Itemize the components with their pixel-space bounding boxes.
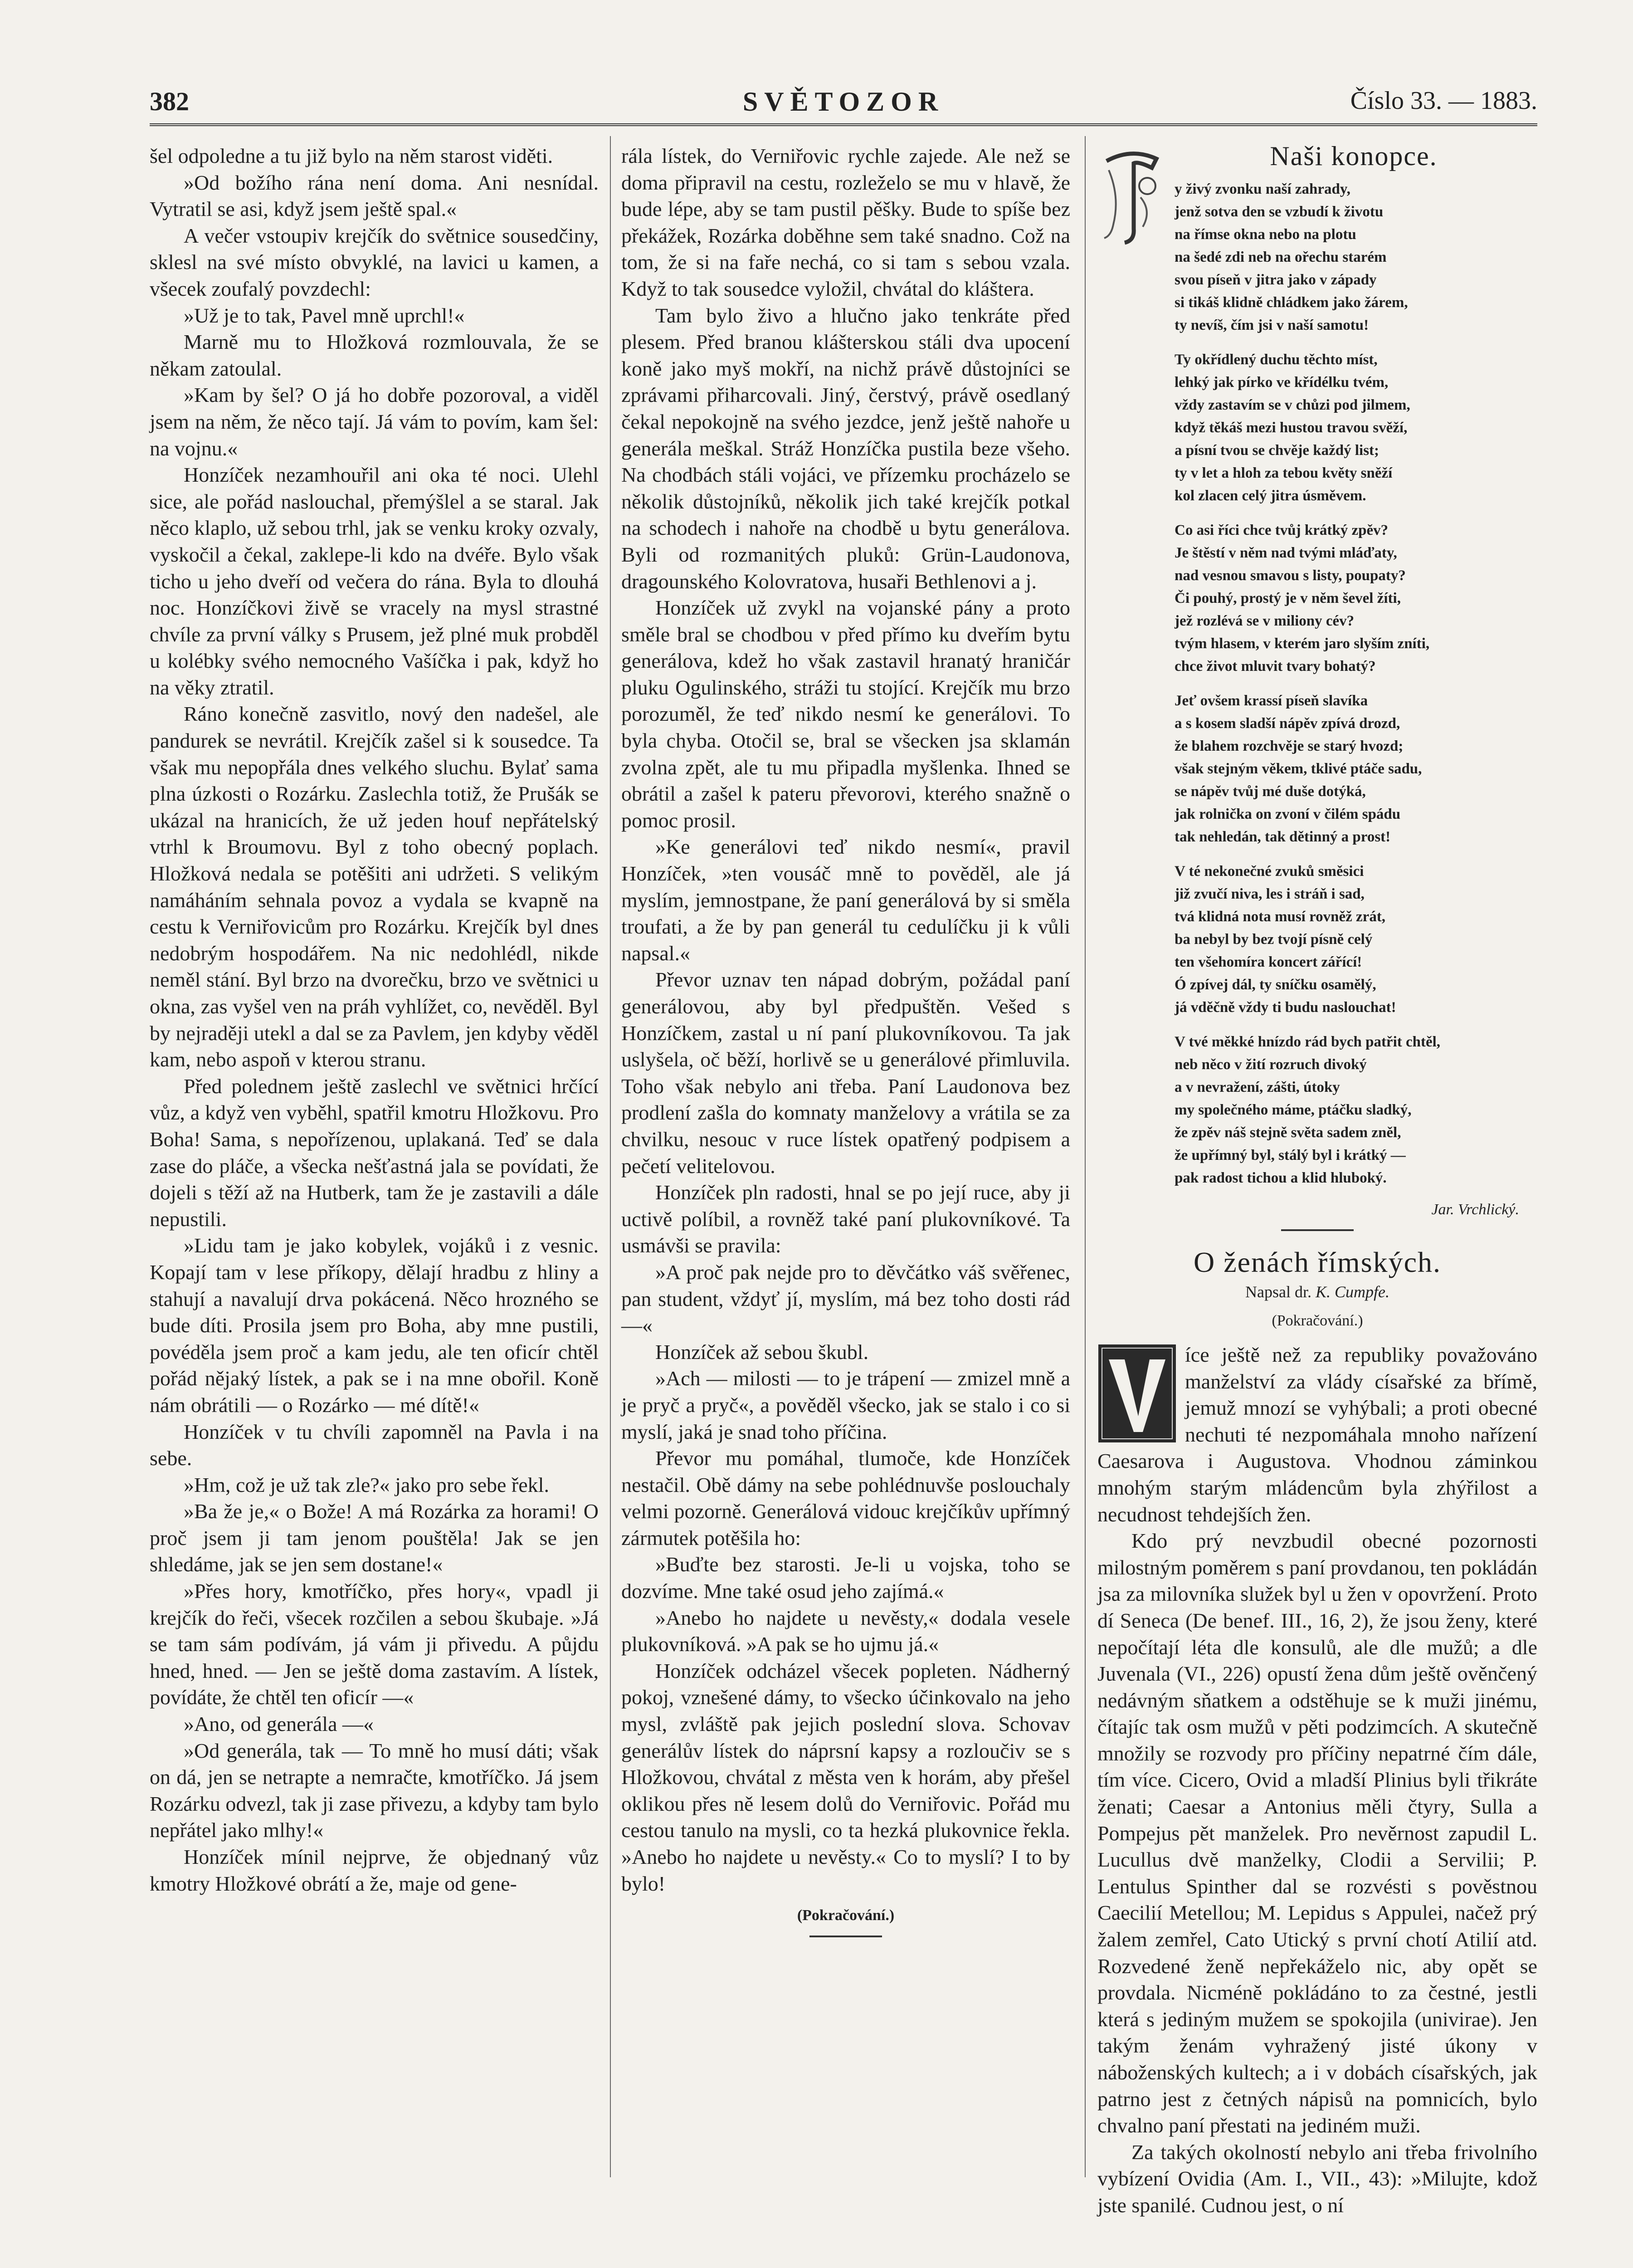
poem-line: Ó zpívej dál, ty sníčku osamělý,: [1175, 976, 1376, 993]
poem-line: my společného máme, ptáčku sladký,: [1175, 1101, 1412, 1118]
poem-line: neb něco v žití rozruch divoký: [1175, 1056, 1367, 1073]
header-rule: [150, 123, 1537, 126]
story-paragraph: Před polednem ještě zaslechl ve světnici hrčící vůz, a když ven vyběhl, spatřil kmotru Hložkovu. Pro Boha! Sama, s nepořízenou, uplakaná. Teď se dala zase do pláče, a všecka nešťastná jala se povídati, že dojeli s těží až na Hutberk, tam že je zastavili a dále nepustili.: [150, 1074, 599, 1231]
poem-line: však stejným věkem, tklivé ptáče sadu,: [1175, 760, 1422, 777]
story-paragraph: »Přes hory, kmotříčko, přes hory«, vpadl ji krejčík do řeči, všecek rozčilen a sebou škubaje. »Já se tam sám podívám, já vám ji přivedu. A půjdu hned, hned. — Jen se ještě doma zastavím. A lístek, povídáte, že chtěl ten oficír —«: [150, 1579, 599, 1709]
article-body: [1097, 1342, 1537, 2219]
story-paragraph: »A proč pak nejde pro to děvčátko váš svěřenec, pan student, vždyť jí, myslím, má bez toho dosti rád —«: [621, 1260, 1070, 1337]
poem-line: že blahem rozchvěje se starý hvozd;: [1175, 738, 1404, 754]
byline-author: K. Cumpfe.: [1315, 1282, 1389, 1301]
poem-line: já vděčně vždy ti budu naslouchat!: [1175, 999, 1396, 1016]
story-paragraph: Honzíček v tu chvíli zapomněl na Pavla i na sebe.: [150, 1420, 599, 1470]
byline-prefix: Napsal dr.: [1245, 1282, 1311, 1301]
poem-line: chce život mluvit tvary bohatý?: [1175, 658, 1376, 675]
right-column: [1097, 143, 1537, 2219]
poem-line: na šedé zdi neb na ořechu starém: [1175, 249, 1387, 265]
article-paragraph: íce ještě než za republiky považováno manželství za vlády císařské za břímě, jemuž mnozí se vyhýbali; a proti obecné nechuti té nezpomáhala mnoho nařízení Caesarova i Augustova. Vhodnou záminkou mnohým starým mládencům byla zhýřilost a necudnost tehdejších žen.: [1097, 1343, 1537, 1526]
poem-line: ten všehomíra koncert zářící!: [1175, 953, 1362, 970]
poem-stanza: [1175, 689, 1537, 848]
continued-note: (Pokračování.): [797, 1907, 895, 1924]
story-paragraph: »Od božího rána není doma. Ani nesnídal. Vytratil se asi, když jsem ještě spal.«: [150, 171, 599, 221]
poem-line: že upřímný byl, stálý byl i krátký —: [1175, 1147, 1406, 1163]
poem-line: Jeť ovšem krassí píseň slavíka: [1175, 692, 1368, 709]
poem-line: ba nebyl by bez tvojí písně celý: [1175, 931, 1373, 948]
story-paragraph: Ráno konečně zasvitlo, nový den nadešel, ale pandurek se nevrátil. Krejčík zašel si k sousedce. Ta však mu nepopřála dnes velkého sluchu. Bylať sama plna úzkosti o Rozárku. Zaslechla totiž, že Prušák se ukázal na hranicích, že už jeden houf nepřátelský vtrhl k Broumovu. Byl z toho obecný poplach. Hložková nedala se potěšiti ani udržeti. S velikým namáháním sehnala povoz a vydala se kvapně na cestu k Verniřovicům pro Rozárku. Krejčík byl dnes nedobrým hospodářem. Na nic nedohlédl, nikde neměl stání. Byl brzo na dvorečku, brzo ve světnici u okna, zas vyšel ven na práh vyhlížet, co, nevěděl. Byl by nejraději utekl a dal se za Pavlem, jen kdyby věděl kam, nebo aspoň v kterou stranu.: [150, 702, 599, 1071]
poem-line: tvá klidná nota musí rovněž zrát,: [1175, 908, 1386, 925]
page-number: 382: [150, 87, 189, 116]
story-paragraph: »Lidu tam je jako kobylek, vojáků i z vesnic. Kopají tam v lese příkopy, dělají hradbu z hliny a stahují a navalují drva pokácená. Něco hrozného se bude díti. Prosila jsem pro Boha, aby mne pustili, povéděla jsem proč a kam jedu, ale ten oficír chtěl pořád nějaký lístek, a pak se i na mne obořil. Koně nám obrátili — o Rozárko — mé dítě!«: [150, 1234, 599, 1417]
poem-title: Naši konopce.: [1270, 141, 1438, 171]
poem-stanza: [1175, 860, 1537, 1019]
poem-line: jak rolnička on zvoní v čilém spádu: [1175, 806, 1401, 822]
column-divider: [1085, 136, 1086, 2177]
page-header: [150, 86, 1537, 122]
poem-line: ty nevíš, čím jsi v naší samotu!: [1175, 317, 1369, 333]
story-paragraph: »Už je to tak, Pavel mně uprchl!«: [184, 303, 465, 327]
poem-line: vždy zastavím se v chůzi pod jilmem,: [1175, 396, 1410, 413]
poem-line: Co asi říci chce tvůj krátký zpěv?: [1175, 522, 1389, 538]
poem-line: svou píseň v jitra jako v západy: [1175, 271, 1377, 288]
poem-line: pak radost tichou a klid hluboký.: [1175, 1169, 1387, 1186]
poem-line: tak nehledán, tak dětinný a prost!: [1175, 828, 1391, 845]
poem-line: Či pouhý, prostý je v něm ševel žíti,: [1175, 590, 1401, 606]
column-divider: [610, 136, 611, 2177]
story-paragraph: »Buďte bez starosti. Je-li u vojska, toho se dozvíme. Mne také osud jeho zajímá.«: [621, 1553, 1070, 1603]
poem-stanza: [1175, 519, 1537, 678]
article-paragraph: Kdo prý nevzbudil obecné pozornosti milostným poměrem s paní provdanou, ten pokládán jsa za milovníka služek byl u žen v opovržení. Proto dí Seneca (De benef. III., 16, 2), že jsou ženy, které nepočítají léta dle konsulů, ale dle mužů; a dle Juvenala (VI., 226) opustí žena dům ještě ověnčený nedávným sňatkem a odstěhuje se k muži jinému, čítajíc tak osm mužů v pěti podzimcích. A skutečně množily se rozvody pro příčiny nepatrné čím dále, tím více. Cicero, Ovid a mladší Plinius byli třikráte ženati; Caesar a Antonius měli čtyry, Sulla a Pompejus pět manželek. Pro nevěrnost zapudil L. Lucullus dvě manželky, Clodii a Servilii; P. Lentulus Spinther dal se rozvésti s pověstnou Caecilií Metellou; M. Lepidus s Appulei, načež prý žalem zemřel, Cato Utický s první chotí Atilií atd. Rozvedené ženě nepřekáželo nic, aby opět se provdala. Nicméně pokládáno to za čestné, jestli která s jediným mužem se spokojila (univirae). Jen takým ženám vyhražený jisté úkony v náboženských kultech; a i v dobách císařských, jak patrno jest z četných nápisů na pomnicích, bylo chvalno paní přestati na jediném muži.: [1097, 1529, 1537, 2137]
story-paragraph: »Ano, od generála —«: [184, 1712, 374, 1736]
story-paragraph: A večer vstoupiv krejčík do světnice sousedčiny, sklesl na své místo obvyklé, na lavici u kamen, a všecek zoufalý povzdechl:: [150, 224, 599, 300]
story-paragraph: Marně mu to Hložková rozmlouvala, že se někam zatoulal.: [150, 330, 599, 380]
poem-line: Je štěstí v něm nad tvými mláďaty,: [1175, 544, 1397, 561]
story-paragraph: »Hm, což je už tak zle?« jako pro sebe řekl.: [184, 1473, 549, 1496]
story-paragraph: »Ke generálovi teď nikdo nesmí«, pravil Honzíček, »ten vousáč mně to pověděl, ale já myslím, jemnostpane, že paní generálová by si směla troufati, a že by pan generál tu cedulíčku ji k vůli napsal.«: [621, 835, 1070, 965]
story-paragraph: Honzíček až sebou škubl.: [655, 1340, 869, 1364]
poem-stanza: [1175, 348, 1537, 507]
issue-number: Číslo 33. — 1883.: [1350, 87, 1537, 115]
poem-line: a v nevražení, zášti, útoky: [1175, 1079, 1340, 1095]
story-paragraph: Honzíček odcházel všecek popleten. Nádherný pokoj, vznešené dámy, to všecko účinkovalo na jeho mysl, zvláště pak jejich poslední slova. Schovav generálův lístek do náprsní kapsy a rozloučiv se s Hložkovou, chvátal z města ven k horám, aby přešel oklikou přes ně lesem dolů do Verniřovic. Pořád mu cestou tanulo na mysli, co ta hezká plukovnice řekla. »Anebo ho najdete u nevěsty.« Co to myslí? I to by bylo!: [621, 1659, 1070, 1895]
poem-line: V tvé měkké hnízdo rád bych patřit chtěl,: [1175, 1033, 1441, 1050]
poem-line: V té nekonečné zvuků směsici: [1175, 863, 1364, 880]
section-rule: [1281, 1229, 1354, 1231]
poem-line: ty v let a hloh za tebou květy sněží: [1175, 464, 1393, 481]
poem-line: kol zlacen celý jitra úsměvem.: [1175, 487, 1366, 504]
story-paragraph: »Od generála, tak — To mně ho musí dáti; však on dá, jen se netrapte a nemračte, kmotříčko. Já jsem Rozárku odvezl, tak ji zase přivezu, a kdyby tam bylo nepřátel jako mlhy!«: [150, 1739, 599, 1842]
poem-line: na římse okna nebo na plotu: [1175, 226, 1356, 243]
poem-stanza: [1175, 1031, 1537, 1189]
article-continued: (Pokračování.): [1272, 1312, 1363, 1330]
poem-line: tvým hlasem, v kterém jaro slyším zníti,: [1175, 635, 1430, 652]
story-paragraph: »Ba že je,« o Bože! A má Rozárka za horami! O proč jsem ji tam jenom pouštěla! Jak se jen shledáme, jak se jen sem dostane!«: [150, 1500, 599, 1576]
article-paragraph: Za takých okolností nebylo ani třeba frivolního vybízení Ovidia (Am. I., VII., 43): »Milujte, kdož jste spanilé. Cudnou jest, o ní: [1097, 2140, 1537, 2217]
poem-line: si tikáš klidně chládkem jako žárem,: [1175, 294, 1408, 311]
story-paragraph: Převor mu pomáhal, tlumoče, kde Honzíček nestačil. Obě dámy na sebe pohlédnuvše poslouchaly velmi pozorně. Generálová vidouc krejčíkův upřímný zármutek potěšila ho:: [621, 1447, 1070, 1549]
story-paragraph: Honzíček nezamhouřil ani oka té noci. Ulehl sice, ale pořád naslouchal, přemýšlel a se staral. Jak něco klaplo, už sebou trhl, jak se venku kroky ozvaly, vyskočil a čekal, zaklepe-li kdo na dvéře. Bylo však ticho u jeho dveří od večera do rána. Byla to dlouhá noc. Honzíčkovi živě se vracely na mysl strastné chvíle za první války s Prusem, jež plné muk probděl u kolébky svého nemocného Vašíčka i pak, když ho na věky ztratil.: [150, 463, 599, 699]
poem-line: a s kosem sladší nápěv zpívá drozd,: [1175, 715, 1400, 732]
story-paragraph: rála lístek, do Verniřovic rychle zajede. Ale než se doma připravil na cestu, rozleželo se mu v hlavě, že bude lépe, aby se tam pustil pěšky. Bude to spíše bez překážek, Rozárka doběhne sem také snadno. Což na tom, že si na faře nechá, co si tam s sebou vzala. Když to tak sousedce vyložil, chvátal do kláštera.: [621, 144, 1070, 300]
section-rule: [809, 1936, 882, 1937]
poem-line: a písní tvou se chvěje každý list;: [1175, 442, 1380, 459]
story-paragraph: Honzíček pln radosti, hnal se po její ruce, aby ji uctivě políbil, a rovněž také paní plukovníkové. Ta usmávši se pravila:: [621, 1181, 1070, 1257]
poem-line: jež rozlévá se v miliony cév?: [1175, 612, 1355, 629]
poem-line: y živý zvonku naší zahrady,: [1175, 181, 1350, 197]
story-paragraph: Převor uznav ten nápad dobrým, požádal paní generálovou, aby byl předpuštěn. Vešed s Honzíčkem, zastal u ní paní plukovníkovou. Ta jak uslyšela, oč běží, horlivě se u generálové přimluvila. Toho však nebylo ani třeba. Paní Laudonova bez prodlení zašla do komnaty manželovy a vrátila se za chvilku, nesouc v ruce lístek opatřený podpisem a pečetí velitelovou.: [621, 968, 1070, 1178]
poem-line: již zvučí niva, les i stráň i sad,: [1175, 885, 1365, 902]
poem-stanza: [1175, 178, 1537, 337]
poem-line: se nápěv tvůj mé duše dotýká,: [1175, 783, 1366, 800]
story-column-1: [150, 143, 599, 1897]
ornamental-initial-v-icon: [1097, 1344, 1177, 1443]
story-paragraph: »Anebo ho najdete u nevěsty,« dodala vesele plukovníková. »A pak se ho ujmu já.«: [621, 1606, 1070, 1656]
poem-author: Jar. Vrchlický.: [1431, 1201, 1519, 1218]
poem-text: [1097, 178, 1537, 1189]
poem-line: lehký jak pírko ve křídélku tvém,: [1175, 374, 1389, 391]
journal-title: SVĚTOZOR: [742, 87, 945, 117]
article-byline: [1097, 1279, 1537, 1305]
poem-line: že zpěv náš stejně světa sadem zněl,: [1175, 1124, 1401, 1141]
story-column-2: [621, 143, 1070, 1937]
story-paragraph: »Kam by šel? O já ho dobře pozoroval, a viděl jsem na něm, že něco tají. Já vám to povím, kam šel: na vojnu.«: [150, 383, 599, 460]
poem-line: když těkáš mezi hustou travou svěží,: [1175, 419, 1408, 436]
article-title: O ženách římských.: [1193, 1246, 1442, 1279]
story-paragraph: Honzíček už zvykl na vojanské pány a proto směle bral se chodbou v před přímo ku dveřím bytu generálova, kdež ho však zastavil hranatý hraničár pluku Ogulinského, stráži tu stojící. Krejčík mu brzo porozuměl, že teď nikdo nesmí ke generálovi. To byla chyba. Otočil se, bral se všecken jsa sklamán zvolna zpět, ale tu mu připadla myšlenka. Ihned se obrátil a zašel k pateru převorovi, kterého snažně o pomoc prosil.: [621, 596, 1070, 832]
poem-line: jenž sotva den se vzbudí k životu: [1175, 203, 1384, 220]
ornamental-initial-t-icon: [1097, 143, 1165, 247]
poem-line: Ty okřídlený duchu těchto míst,: [1175, 351, 1378, 368]
story-paragraph: Honzíček mínil nejprve, že objednaný vůz kmotry Hložkové obrátí a že, maje od gene-: [150, 1845, 599, 1895]
story-paragraph: »Ach — milosti — to je trápení — zmizel mně a je pryč a pryč«, a pověděl všecko, jak se stalo i co si myslí, jaká je snad toho příčina.: [621, 1367, 1070, 1443]
poem-block: [1097, 143, 1537, 1223]
poem-line: nad vesnou smavou s listy, poupaty?: [1175, 567, 1406, 584]
story-paragraph: šel odpoledne a tu již bylo na něm starost viděti.: [150, 144, 553, 167]
story-paragraph: Tam bylo živo a hlučno jako tenkráte před plesem. Před branou klášterskou stáli dva upocení koně jako myš mokří, na nichž právě důstojníci se zprávami přiharcovali. Jiný, čerstvý, právě osedlaný čekal nepokojně na svého jezdce, jenž ještě nahoře u generála meškal. Stráž Honzíčka pustila beze všeho. Na chodbách stáli vojáci, ve přízemku procházelo se několik důstojníků, několik jich také krejčík potkal na schodech i nahoře na chodbě u bytu generálova. Byli od rozmanitých pluků: Grün-Laudonova, dragounského Kolovratova, husaři Bethlenovi a j.: [621, 303, 1070, 593]
